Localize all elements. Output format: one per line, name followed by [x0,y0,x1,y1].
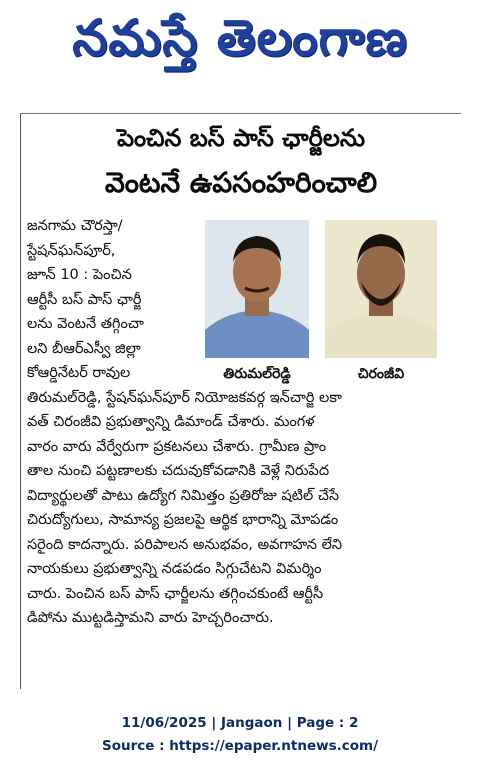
photo-caption: చిరంజీవి [357,366,405,382]
footer-date-edition: 11/06/2025 | Jangaon | Page : 2 [121,715,359,731]
photo-caption: తిరుమల్‌రెడ్డి [223,366,291,382]
article-body [27,214,455,631]
source-footer [0,712,480,758]
lead-line: కోఆర్డినేటర్ రావుల [27,365,131,381]
body-line: నాయకులు ప్రభుత్వాన్ని నడపడం సిగ్గుచేటని విమర్శిం [27,561,322,577]
newspaper-title: నమస్తే తెలంగాణ [72,8,408,67]
lead-line: జూన్ 10 : పెంచిన [27,267,132,283]
lead-line: లని బీఆర్ఎస్వీ జిల్లా [27,340,141,357]
news-clipping [20,113,461,689]
body-line: వత్ చిరంజీవి ప్రభుత్వాన్ని డిమాండ్ చేశారు. మంగళ [27,414,315,430]
lead-line: లను వెంటనే తగ్గించా [27,316,144,332]
body-line: తాల నుంచి పట్టణాలకు చదువుకోవడానికి వెళ్లే నిరుపేద [27,463,330,479]
body-line: తిరుమల్‌రెడ్డి, స్టేషన్‌ఘన్‌పూర్ నియోజకవర్గ ఇన్‌చార్జి లకా [27,389,342,406]
body-line: విద్యార్థులతో పాటు ఉద్యోగ నిమిత్తం ప్రతిరోజు షటిల్ చేసే [27,487,340,504]
masthead [0,0,480,88]
headline-line-1: పెంచిన బస్ పాస్ ఛార్జీలను [116,124,366,152]
body-line: వారం వారు వేర్వేరుగా ప్రకటనలు చేశారు. గ్రామీణ ప్రాం [27,438,327,455]
body-line: చిరుద్యోగులు, సామాన్య ప్రజలపై ఆర్థిక భారాన్ని మోపడం [27,512,339,528]
lead-line: స్టేషన్‌ఘన్‌పూర్, [27,242,116,259]
headline-block [21,114,461,209]
headline-line-2: వెంటనే ఉపసంహరించాలి [104,166,378,199]
lead-line: జనగామ చౌరస్తా/ [27,218,123,234]
lead-line: ఆర్టీసీ బస్ పాస్ ఛార్జీ [27,291,142,308]
body-line: సరైంది కాదన్నారు. పరిపాలన అనుభవం, అవగాహన లేని [27,536,343,553]
body-line: చారు. పెంచిన బస్ పాస్ ఛార్జీలను తగ్గించకుంటే ఆర్టీసీ [27,585,324,602]
body-line: డిపోను ముట్టడిస్తామని వారు హెచ్చరించారు. [27,610,274,626]
footer-source-url: Source : https://epaper.ntnews.com/ [101,738,379,754]
